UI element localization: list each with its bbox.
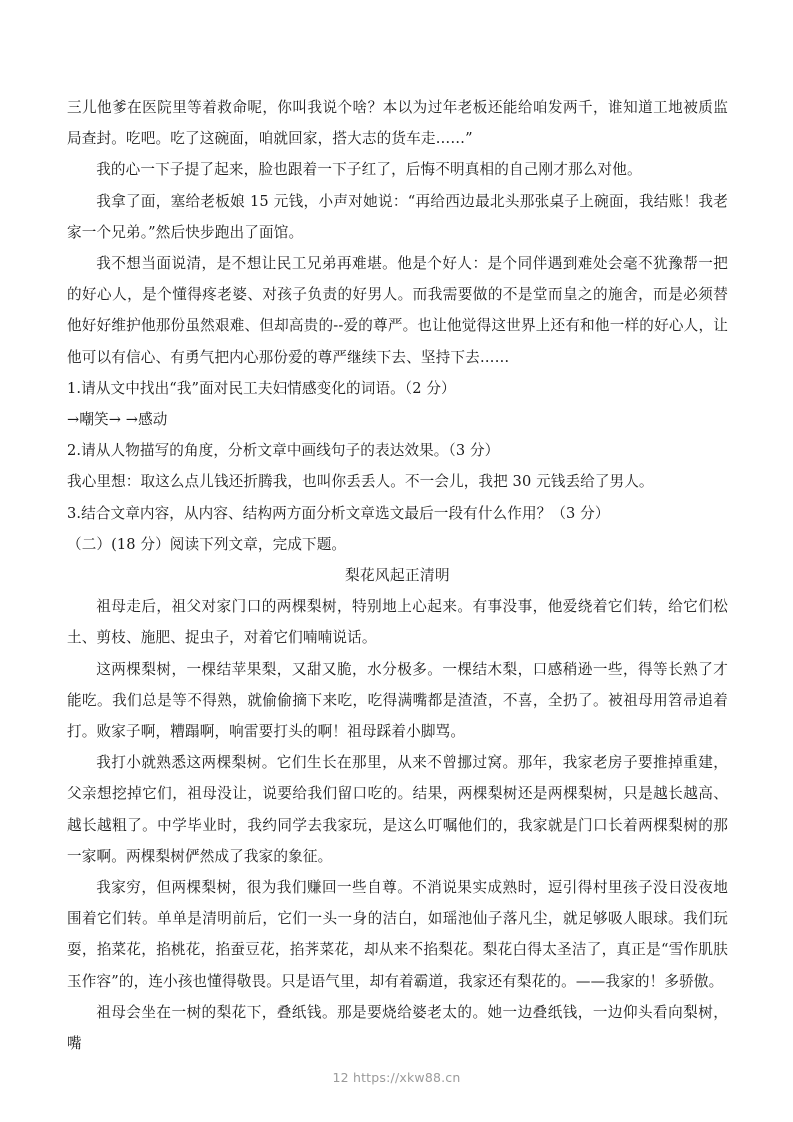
article-title: 梨花风起正清明 xyxy=(345,567,450,585)
page-content xyxy=(67,92,728,1059)
question-1-text: 1.请从文中找出“我”面对民工夫妇情感变化的词语。（2 分） xyxy=(67,379,456,397)
question-2-quoted-sentence: 我心里想：取这么点儿钱还折腾我，也叫你丢丢人。不一会儿，我把 30 元钱丢给了男人。 xyxy=(67,473,654,491)
body-paragraph: 我不想当面说清，是不想让民工兄弟再难堪。他是个好人：是个同伴遇到难处会毫不犹豫帮一把的好心人，是个懂得疼老婆、对孩子负责的好男人。而我需要做的不是堂而皇之的施舍，而是必须替他好好维护他那份虽然艰难、但却高贵的--爱的尊严。也让他觉得这世界上还有和他一样的好心人，让他可以有信心、有勇气把内心那份爱的尊严继续下去、坚持下去…… xyxy=(67,255,728,366)
article-paragraph: 我打小就熟悉这两棵梨树。它们生长在那里，从来不曾挪过窝。那年，我家老房子要推掉重建，父亲想挖掉它们，祖母没让，说要给我们留口吃的。结果，两棵梨树还是两棵梨树，只是越长越高、越长越粗了。中学毕业时，我约同学去我家玩，是这么叮嘱他们的，我家就是门口长着两棵梨树的那一家啊。两棵梨树俨然成了我家的象征。 xyxy=(67,754,728,865)
question-1-answer-blank: →嘲笑→ →感动 xyxy=(67,411,168,429)
question-2-text: 2.请从人物描写的角度，分析文章中画线句子的表达效果。（3 分） xyxy=(67,442,500,460)
article-paragraph: 祖母走后，祖父对家门口的两棵梨树，特别地上心起来。有事没事，他爱绕着它们转，给它们松土、剪枝、施肥、捉虫子，对着它们喃喃说话。 xyxy=(67,598,728,647)
page-footer: 12 https://xkw88.cn xyxy=(332,1070,461,1085)
body-paragraph: 我的心一下子提了起来，脸也跟着一下子红了，后悔不明真相的自己刚才那么对他。 xyxy=(96,161,642,179)
body-paragraph: 我拿了面，塞给老板娘 15 元钱，小声对她说：“再给西边最北头那张桌子上碗面，我结账！我老家一个兄弟。”然后快步跑出了面馆。 xyxy=(67,192,728,241)
section-two-header: （二）(18 分）阅读下列文章，完成下题。 xyxy=(67,535,347,553)
article-paragraph: 我家穷，但两棵梨树，很为我们赚回一些自尊。不消说果实成熟时，逗引得村里孩子没日没夜地围着它们转。单单是清明前后，它们一头一身的洁白，如瑶池仙子落凡尘，就足够吸人眼球。我们玩耍，掐菜花，掐桃花，掐蚕豆花，掐荠菜花，却从来不掐梨花。梨花白得太圣洁了，真正是“雪作肌肤玉作容”的，连小孩也懂得敬畏。只是语气里，却有着霸道，我家还有梨花的。——我家的！多骄傲。 xyxy=(67,879,728,990)
question-3-text: 3.结合文章内容，从内容、结构两方面分析文章选文最后一段有什么作用？（3 分） xyxy=(67,504,610,522)
article-paragraph: 祖母会坐在一树的梨花下，叠纸钱。那是要烧给婆老太的。她一边叠纸钱，一边仰头看向梨树，嘴 xyxy=(67,1003,728,1053)
body-paragraph: 三儿他爹在医院里等着救命呢，你叫我说个啥？本以为过年老板还能给咱发两千，谁知道工地被质监局查封。吃吧。吃了这碗面，咱就回家，搭大志的货车走……” xyxy=(67,99,728,148)
article-paragraph: 这两棵梨树，一棵结苹果梨，又甜又脆，水分极多。一棵结木梨，口感稍逊一些，得等长熟了才能吃。我们总是等不得熟，就偷偷摘下来吃，吃得满嘴都是渣渣，不喜，全扔了。被祖母用笤帚追着打。败家子啊，糟蹋啊，响雷要打头的啊！祖母踩着小脚骂。 xyxy=(67,660,728,741)
